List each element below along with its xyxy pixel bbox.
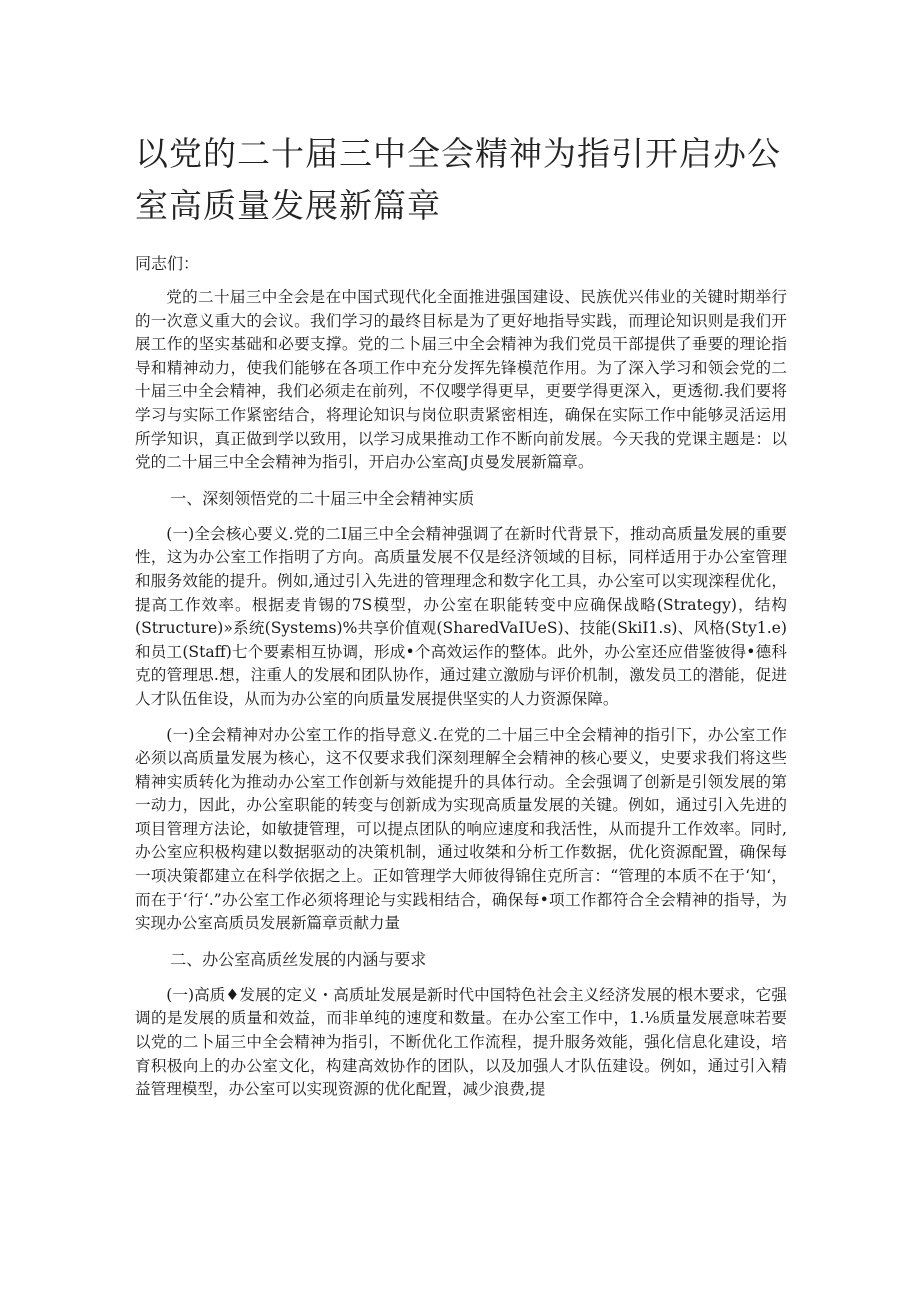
document-page [135, 128, 787, 1114]
section-heading-2: 二、办公室高质丝发展的内涵与要求 [170, 949, 427, 969]
section1-paragraph-1: (一)全会核心要义.党的二I届三中全会精神强调了在新时代背景下，推动高质量发展的重要性，这为办公室工作指明了方向。高质量发展不仅是经济领域的目标，同样适用于办公室管理和服务效能的提升。例如,通过引入先进的管理理念和数字化工具，办公室可以实现滦程优化，提高工作效率。根据麦肯锡的7S模型，办公室在职能转变中应确保战略(Strategy)，结构(Structure)»系统(Systems)%共享价值观(SharedVaIUeS)、技能(SkiI1.s)、风格(Sty1.e)和员工(Staff)七个要素相互协调，形成•个高效运作的整体。此外，办公室还应借鉴彼得•德科克的管理思.想，注重人的发展和团队协作，通过建立激励与评价机制，激发员工的潜能，促进人才队伍隹设，从而为办公室的向质量发展提供坚实的人力资源保障。 [135, 524, 787, 708]
section2-paragraph-1: (一)高质♦发展的定义・高质址发展是新时代中国特色社会主义经济发展的根木要求，它强调的是发展的质量和效益，而非单纯的速度和数量。在办公室工作中，1.⅛质量发展意味若要以党的二卜届三中全会精神为指引，不断优化工作流程，提升服务效能，强化信息化建设，培育积极向上的办公室文化，构建高效协作的团队，以及加强人才队伍建设。例如，通过引入精益管理模型，办公室可以实现资源的优化配置，减少浪费,提 [135, 985, 787, 1099]
salutation: 同志们： [135, 254, 200, 273]
section1-paragraph-2: (一)全会精神对办公室工作的指导意义.在党的二十届三中全会精神的指引下，办公室工作必须以高质量发展为核心，这不仅要求我们深刻理解全会精神的核心要义，史要求我们将这些精神实质转化为推动办公室工作创新与效能提升的具体行动。全会强调了创新是引领发展的第一动力，因此，办公室职能的转变与创新成为实现高质量发展的关键。例如，通过引入先进的项目管理方法论，如敏捷管理，可以提点团队的响应速度和我活性，从而提升工作效率。同时,办公室应积极构建以数据驱动的决策机制，通过收桀和分析工作数据，优化资源配置，确保每一项决策都建立在科学依据之上。正如管理学大师彼得锦住克所言：“管理的本质不在于‘知‘，而在于‘行‘.”办公室工作必须将理论与实践相结合，确保每•项工作都符合全会精神的指导，为实现办公室高质员发展新篇章贡献力量 [135, 725, 787, 933]
document-title: 以党的二十届三中全会精神为指引开启办公室高质量发展新篇章 [135, 134, 781, 225]
section-heading-1: 一、深刻领悟党的二十届三中全会精神实质 [170, 488, 475, 508]
intro-paragraph: 党的二十届三中全会是在中国式现代化全面推进强国建设、民族优兴伟业的关键时期举行的一次意义重大的会议。我们学习的最终目标是为了更好地指导实践，而理论知识则是我们开展工作的坚实基础和必要支撑。党的二卜届三中全会精神为我们党员干部提供了垂要的理论指导和精神动力，使我们能够在各项工作中充分发挥先锋模范作用。为了深入学习和领会党的二十届三中全会精神，我们必须走在前列，不仅嘤学得更早，更要学得更深入，更透彻.我们要将学习与实际工作紧密结合，将理论知识与岗位职责紧密相连，确保在实际工作中能够灵活运用所学知识，真正做到学以致用，以学习成果推动工作不断向前发展。今天我的党课主题是：以党的二十届三中全会精神为指引，开启办公室高J贞曼发展新篇章。 [135, 288, 787, 472]
